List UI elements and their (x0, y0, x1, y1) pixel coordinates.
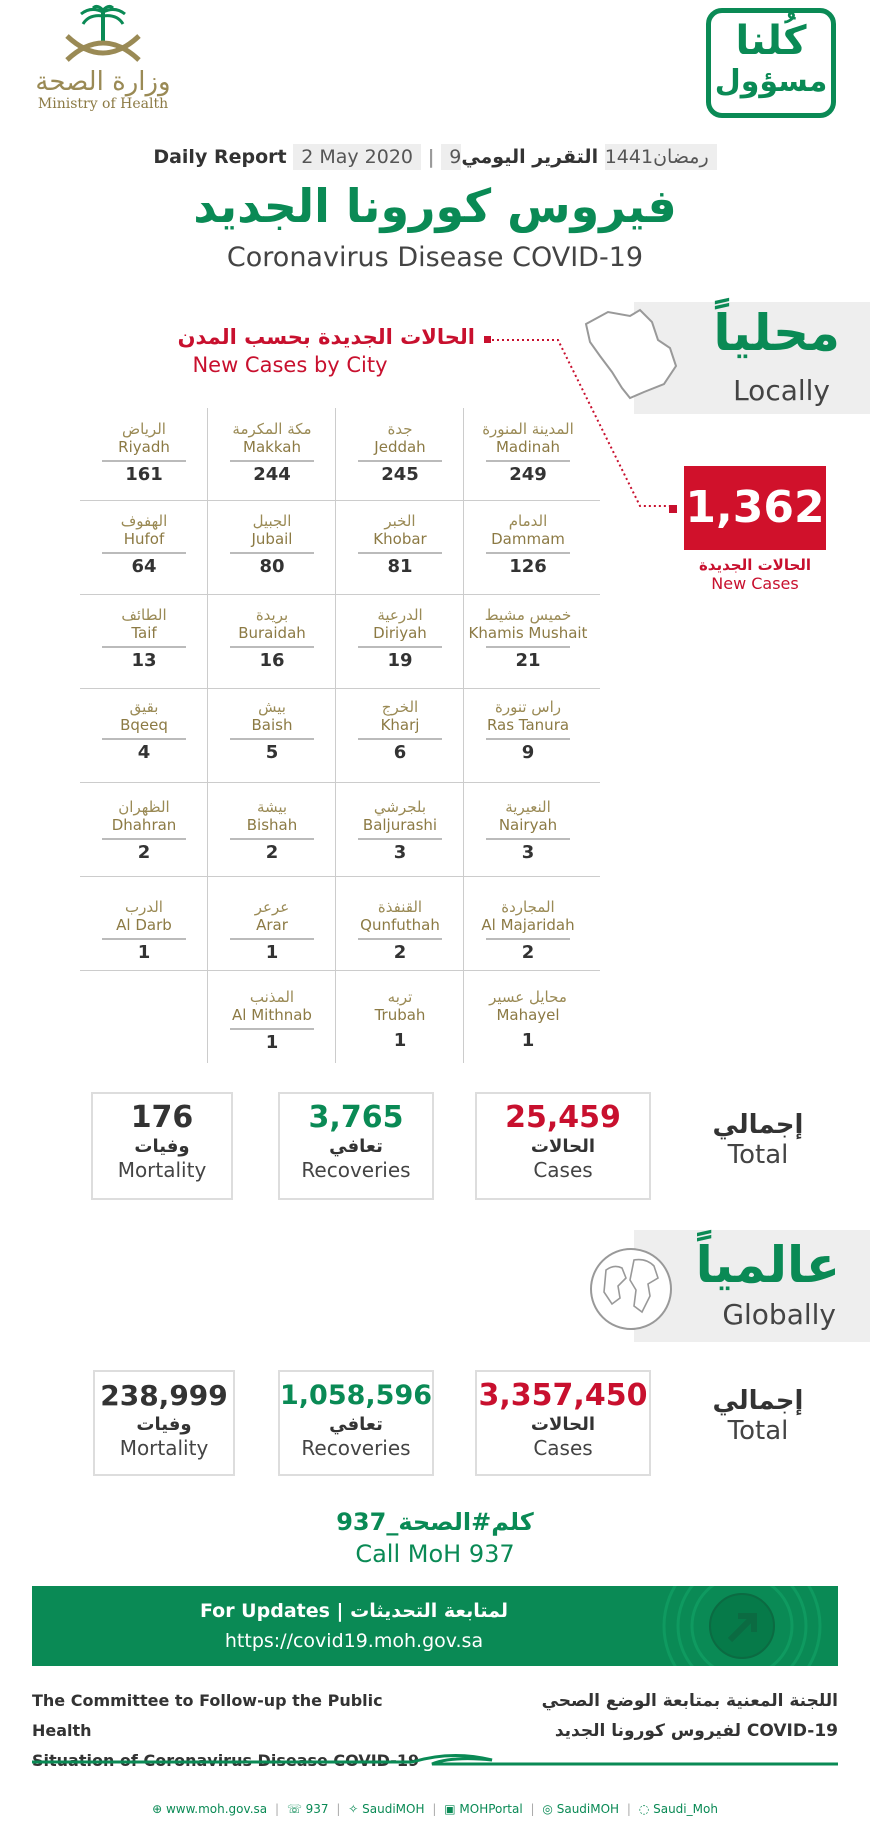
city-name-ar: الخرج (381, 698, 419, 716)
footer-instagram[interactable]: SaudiMOH (556, 1802, 620, 1816)
city-name-en: Dhahran (111, 816, 177, 834)
city-name-ar: المجاردة (501, 898, 555, 916)
city-name-ar: بقيق (129, 698, 159, 716)
city-count: 9 (521, 742, 535, 763)
city-count: 6 (393, 742, 407, 763)
moh-logo (28, 4, 178, 112)
city-count: 4 (137, 742, 151, 763)
city-name-ar: بيش (258, 698, 286, 716)
report-label-en: Daily Report (153, 146, 287, 168)
updates-url-link[interactable]: https://covid19.moh.gov.sa (224, 1630, 484, 1652)
global-cases-label-ar: الحالات (530, 1414, 596, 1435)
city-name-en: Ras Tanura (486, 716, 570, 734)
city-cell (80, 420, 208, 512)
city-name-ar: النعيرية (505, 798, 551, 816)
city-cell (208, 798, 336, 890)
global-recoveries-label-en: Recoveries (301, 1436, 411, 1460)
global-total-label (698, 1386, 818, 1446)
city-cell (208, 898, 336, 990)
city-count: 1 (137, 942, 151, 963)
committee-en-line1: The Committee to Follow-up the Public Health (32, 1691, 383, 1740)
local-mortality-label-en: Mortality (117, 1158, 207, 1182)
city-name-ar: بريدة (255, 606, 289, 624)
decorative-swoosh (32, 1748, 838, 1772)
city-count: 64 (131, 556, 157, 577)
city-name-en: Madinah (495, 438, 561, 456)
city-name-en: Khobar (373, 530, 427, 548)
globally-label-ar: عالمياً (695, 1236, 840, 1294)
global-mortality-value: 238,999 (100, 1379, 228, 1412)
city-count: 244 (253, 464, 291, 485)
locally-label-en: Locally (733, 374, 830, 407)
by-city-title-ar: الحالات الجديدة بحسب المدن (177, 325, 475, 349)
city-cell (208, 420, 336, 512)
city-name-en: Jeddah (374, 438, 426, 456)
local-cases-box (475, 1092, 651, 1200)
city-cell (336, 606, 464, 698)
global-mortality-box (93, 1370, 235, 1476)
committee-ar-line1: اللجنة المعنية بمتابعة الوضع الصحي (541, 1691, 838, 1711)
city-name-ar: الدرعية (377, 606, 423, 624)
footer-website-link[interactable]: www.moh.gov.sa (165, 1802, 268, 1816)
city-name-en: Makkah (243, 438, 301, 456)
city-cell (464, 512, 592, 604)
city-count: 5 (265, 742, 279, 763)
page-title-ar: فيروس كورونا الجديد (193, 179, 677, 233)
city-cell (464, 798, 592, 890)
city-count: 2 (265, 842, 279, 863)
city-cell (80, 898, 208, 990)
by-city-title-en: New Cases by City (192, 353, 388, 377)
snapchat-icon: ◌ (638, 1802, 650, 1816)
city-name-ar: تربه (387, 988, 413, 1006)
total-label-ar: إجمالي (712, 1110, 804, 1140)
updates-label-ar: لمتابعة التحديثات (350, 1600, 509, 1622)
city-name-en: Al Mithnab (232, 1006, 312, 1024)
new-cases-label-ar: الحالات الجديدة (698, 556, 812, 574)
city-count: 161 (125, 464, 163, 485)
city-name-ar: بلجرشي (373, 798, 427, 816)
city-name-ar: المذنب (249, 988, 295, 1006)
global-mortality-label-ar: وفيات (136, 1414, 192, 1435)
global-mortality-label-en: Mortality (119, 1436, 209, 1460)
local-recoveries-box (278, 1092, 434, 1200)
local-mortality-value: 176 (130, 1100, 194, 1135)
twitter-icon: ✧ (348, 1802, 359, 1816)
city-cell (464, 988, 592, 1080)
city-cell (80, 698, 208, 790)
city-name-ar: الهفوف (120, 512, 168, 530)
global-cases-value: 3,357,450 (478, 1378, 648, 1413)
local-total-label (698, 1110, 818, 1170)
city-count: 126 (509, 556, 547, 577)
call-moh-en: Call MoH 937 (355, 1540, 515, 1568)
call-hashtag-ar: كلم#الصحة_937 (336, 1508, 534, 1536)
city-count: 3 (521, 842, 535, 863)
city-name-en: Riyadh (118, 438, 170, 456)
city-name-en: Diriyah (373, 624, 427, 642)
report-label-ar: التقرير اليومي (461, 146, 599, 168)
web-icon: ⊕ (152, 1802, 163, 1816)
global-cases-box (475, 1370, 651, 1476)
city-count: 1 (265, 1032, 279, 1053)
moh-name-en: Ministry of Health (37, 96, 169, 112)
footer-links: ⊕ www.moh.gov.sa | ☏ 937 | ✧ SaudiMOH | ▣ MOHPortal | ◎ SaudiMOH | ◌ Saudi_Moh (152, 1802, 718, 1816)
new-cases-value: 1,362 (684, 466, 826, 550)
city-count: 13 (131, 650, 157, 671)
report-line: Daily Report 2 May 2020 | 9رمضان1441 التقرير اليومي (0, 146, 870, 168)
city-name-en: Hufof (123, 530, 165, 548)
global-recoveries-box (278, 1370, 434, 1476)
city-name-ar: محايل عسير (489, 988, 567, 1006)
city-name-ar: خميس مشيط (484, 606, 572, 624)
city-count: 3 (393, 842, 407, 863)
global-cases-label-en: Cases (533, 1436, 593, 1460)
city-name-ar: الدرب (125, 898, 163, 916)
locally-label-ar: محلياً (713, 304, 840, 362)
globally-label-en: Globally (722, 1298, 836, 1331)
updates-banner[interactable] (32, 1586, 838, 1666)
city-count: 1 (393, 1030, 407, 1051)
city-cell (464, 606, 592, 698)
city-name-en: Bishah (246, 816, 298, 834)
city-count: 2 (393, 942, 407, 963)
total-label-en: Total (727, 1416, 789, 1446)
city-name-ar: جدة (387, 420, 413, 438)
local-cases-label-en: Cases (533, 1158, 593, 1182)
report-date: 2 May 2020 (293, 144, 421, 170)
total-label-ar: إجمالي (712, 1386, 804, 1416)
city-count: 80 (259, 556, 285, 577)
city-name-en: Taif (131, 624, 157, 642)
city-name-en: Buraidah (238, 624, 306, 642)
local-cases-value: 25,459 (505, 1100, 621, 1135)
city-name-ar: الظهران (118, 798, 170, 816)
local-mortality-label-ar: وفيات (134, 1136, 190, 1157)
city-count: 1 (521, 1030, 535, 1051)
city-name-en: Qunfuthah (360, 916, 440, 934)
city-name-en: Dammam (491, 530, 565, 548)
city-name-ar: المدينة المنورة (482, 420, 574, 438)
city-count: 81 (387, 556, 413, 577)
local-recoveries-label-ar: تعافي (329, 1136, 383, 1157)
committee-en-line2: Situation of Coronavirus Disease COVID-19 (32, 1751, 420, 1770)
footer-twitter[interactable]: SaudiMOH (362, 1802, 425, 1816)
updates-label: For Updates | لمتابعة التحديثات (199, 1600, 509, 1622)
palm-swords-icon (53, 4, 153, 70)
city-name-en: Trubah (374, 1006, 426, 1024)
city-cell (336, 698, 464, 790)
footer-youtube[interactable]: MOHPortal (459, 1802, 523, 1816)
committee-ar (438, 1686, 838, 1746)
city-cell (336, 988, 464, 1080)
city-count: 1 (265, 942, 279, 963)
city-cell (208, 698, 336, 790)
city-count: 19 (387, 650, 413, 671)
city-name-ar: عرعر (254, 898, 290, 916)
city-cell (80, 606, 208, 698)
footer-phone[interactable]: 937 (305, 1802, 329, 1816)
updates-label-en: For Updates (199, 1600, 330, 1622)
global-recoveries-label-ar: تعافي (329, 1414, 383, 1435)
city-name-ar: الخبر (384, 512, 416, 530)
city-cell (80, 798, 208, 890)
city-count: 21 (515, 650, 541, 671)
arrow-circle-icon (642, 1586, 838, 1666)
kolona-masool-logo (706, 8, 836, 118)
city-name-en: Nairyah (498, 816, 558, 834)
city-name-ar: القنفذة (377, 898, 423, 916)
city-name-en: Arar (256, 916, 288, 934)
city-name-en: Al Majaridah (481, 916, 575, 934)
local-recoveries-label-en: Recoveries (301, 1158, 411, 1182)
new-cases-label-en: New Cases (711, 574, 799, 593)
city-name-en: Bqeeq (120, 716, 168, 734)
kolona-line1: كُلنا (735, 18, 807, 64)
kolona-line2: مسؤول (714, 64, 828, 99)
city-count: 16 (259, 650, 285, 671)
moh-name-ar: وزارة الصحة (35, 67, 171, 97)
city-name-en: Mahayel (496, 1006, 560, 1024)
city-name-en: Baish (251, 716, 293, 734)
city-count: 2 (137, 842, 151, 863)
city-count: 245 (381, 464, 419, 485)
bullet-square (669, 505, 677, 513)
city-count: 2 (521, 942, 535, 963)
city-name-en: Khamis Mushait (468, 624, 588, 642)
city-name-ar: الطائف (121, 606, 167, 624)
city-cell (80, 512, 208, 604)
city-name-ar: الدمام (508, 512, 548, 530)
city-name-en: Kharj (380, 716, 420, 734)
phone-icon: ☏ (286, 1802, 302, 1816)
city-cell (464, 898, 592, 990)
city-name-ar: مكة المكرمة (232, 420, 312, 438)
global-recoveries-value: 1,058,596 (280, 1380, 433, 1411)
city-cell (336, 512, 464, 604)
city-cell (464, 420, 592, 512)
city-count: 249 (509, 464, 547, 485)
city-cell (208, 988, 336, 1080)
city-cell (208, 606, 336, 698)
footer-snapchat[interactable]: Saudi_Moh (653, 1802, 718, 1816)
instagram-icon: ◎ (542, 1802, 553, 1816)
local-mortality-box (91, 1092, 233, 1200)
city-name-ar: الرياض (122, 420, 166, 438)
committee-ar-line2: لفيروس كورونا الجديد COVID-19 (554, 1721, 838, 1741)
local-cases-label-ar: الحالات (530, 1136, 596, 1157)
total-label-en: Total (727, 1140, 789, 1170)
page-title-en: Coronavirus Disease COVID-19 (226, 242, 644, 273)
city-cell (336, 420, 464, 512)
city-name-en: Jubail (251, 530, 293, 548)
local-recoveries-value: 3,765 (308, 1100, 404, 1135)
city-name-ar: الجبيل (252, 512, 292, 530)
city-cell (336, 898, 464, 990)
city-name-en: Baljurashi (362, 816, 438, 834)
report-hijri: 9رمضان1441 (441, 144, 716, 170)
city-cell (464, 698, 592, 790)
city-name-ar: راس تنورة (494, 698, 562, 716)
youtube-icon: ▣ (444, 1802, 456, 1816)
city-cell (208, 512, 336, 604)
city-name-en: Al Darb (116, 916, 172, 934)
city-cell (336, 798, 464, 890)
city-name-ar: بيشة (256, 798, 288, 816)
